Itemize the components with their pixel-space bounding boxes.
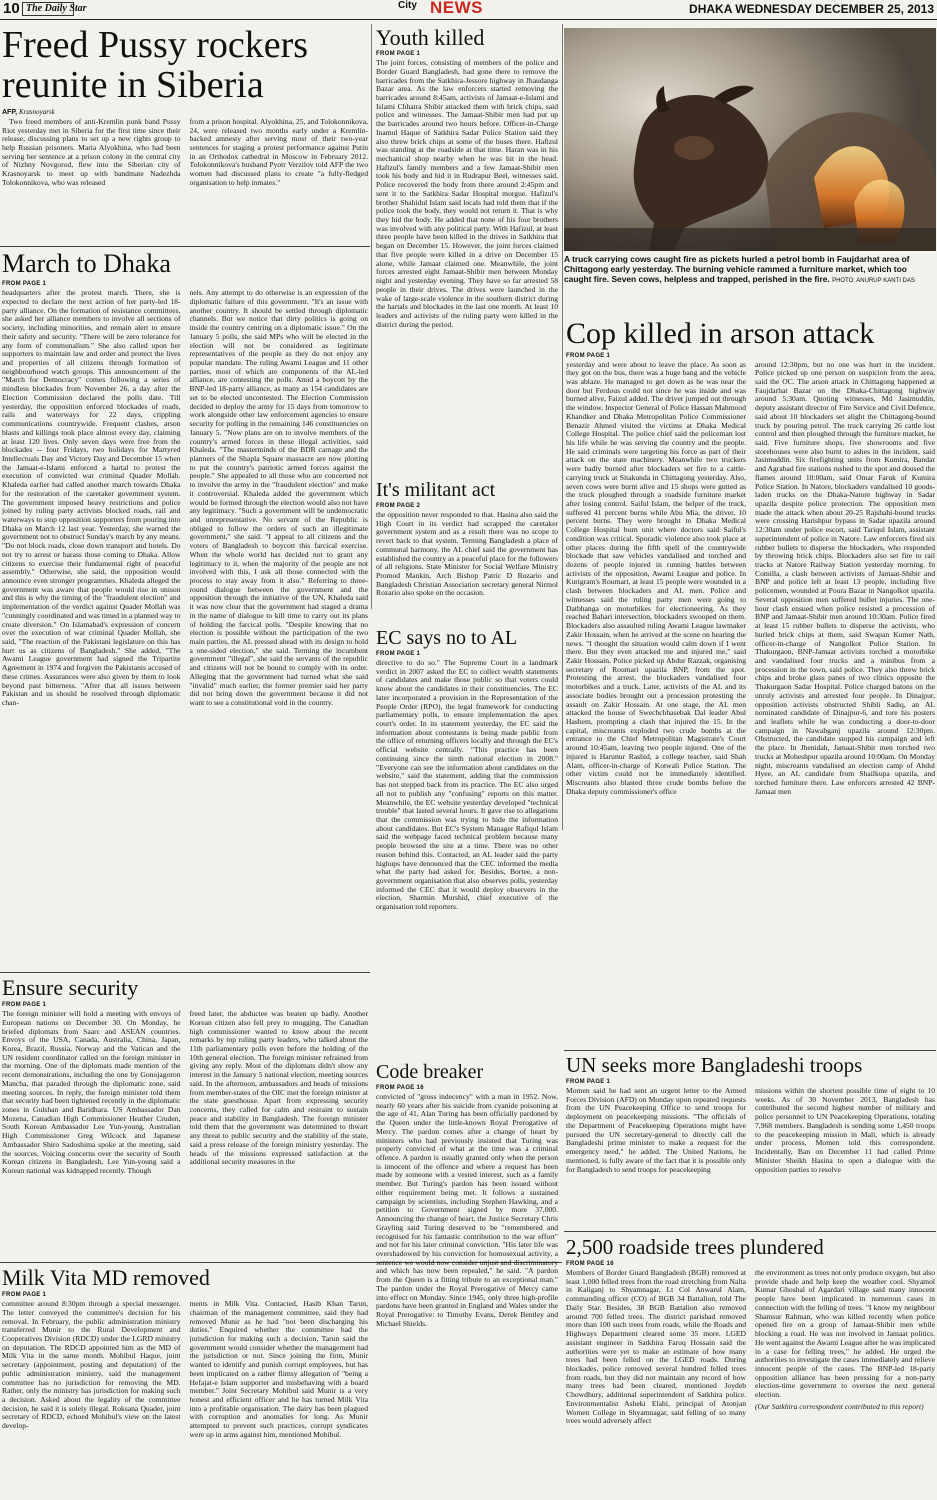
byline-agency: AFP, <box>2 108 18 116</box>
article-ensure-security <box>2 976 368 1258</box>
section-rule <box>564 1231 936 1232</box>
section-rule <box>0 246 370 247</box>
article-columns <box>566 361 935 1049</box>
burnt-cow-photo-illustration <box>564 28 936 251</box>
continued-from: FROM PAGE 1 <box>566 352 611 359</box>
headline: Code breaker <box>376 1062 484 1083</box>
headline: 2,500 roadside trees plundered <box>566 1236 824 1259</box>
column <box>190 1010 369 1258</box>
byline <box>2 108 368 116</box>
column <box>755 1087 935 1227</box>
headline: It's militant act <box>376 480 496 501</box>
article-ec-says-no <box>376 628 558 1058</box>
body-text: nels. Any attempt to do otherwise is an expression of the diplomatic failure of this government. "It's an issue with another country. It should be settled through diplomatic channels. But we notice that dirty politics is going on inside the country centring on a diplomatic issue." On the January 5 polls, she said MPs who will be elected in the election will not be considered as legitimate representatives of the people as they do not enjoy any popular mandate. The ruling Awami League and 11 other parties, most of which are components of the AL-led alliance, are contesting the polls. Amid a boycott by the BNP-led 18-party alliance, as many as 154 candidates are set to be elected uncontested. The Election Commission decided to deploy the army for 15 days from tomorrow to work alongside other law enforcement agencies to ensure security for polling in the remaining 146 constituencies on January 5. "Now plans are on to involve members of the country's armed forces in these illegal activities, said Khaleda. "The masterminds of the BDR carnage and the planners of the Shapla Square massacre are now plotting to put the country's patriotic armed forces against the people." She appealed to all those who are concerned not to involve the army in the "fraudulent election" and make it controversial. Khaleda added the government which would be formed through the election would also not have any legitimacy. "Such a government will be undemocratic and unrepresentative. No servant of the Republic is obliged to follow the orders of such an illegitimate government," she said. "I appeal to all citizens and the voters of Bangladesh to boycott this farcical exercise. When the whole world has decided not to grant any legitimacy to it, when the majority of the people are not involved with this, I ask all those connected with the process to stay away from it also." Referring to three-round dialogue between the government and the opposition through the initiative of the UN, Khaleda said it was now clear that the government had staged a drama in the name of dialogue to kill time to carry out its plans of holding the farcical polls. "Despite knowing that no election is possible without the participation of the two main parties, the AL pressed ahead with its design to hold a one-sided election," she said. Terming the incumbent government "illegal", she said the servants of the republic and citizens will not be bound to comply with its order. Alleging that the government had turned what she said "invalid" much earlier, the former premier said her party did not bring down the government because it did not want to see a constitutional void in the country. <box>189 289 368 708</box>
article-un-troops <box>566 1054 935 1228</box>
section-label: City <box>398 0 417 11</box>
column <box>566 361 746 1049</box>
column-rule <box>562 270 563 830</box>
column <box>2 1010 181 1258</box>
headline: Cop killed in arson attack <box>566 318 875 350</box>
article-columns <box>566 1269 935 1498</box>
article-columns <box>566 1087 935 1227</box>
continued-from: FROM PAGE 1 <box>2 281 47 288</box>
body-text: ments in Milk Vita. Contacted, Hasib Khan Tarun, chairman of the management committee, said they had removed Munir as he had "not been discharging his duties." Enquired whether the committee had the jurisdiction for making such a decision, Tarun said the government would consider whether the management had the jurisdiction or not. Since joining the firm, Munir wanted to identify and punish corrupt employees, but has been implicated on a rather flimsy allegation of "being a Hefajat-e Islam supporter and misbehaving with a board member." Joint Secretary Mohibul said Munir is a very honest and efficient officer and he has turned Milk Vita into a profitable organisation. The dairy has been plagued with corruption and anomalies for long. As Munir attempted to prevent such practices, corrupt syndicates were up in arms against him, mentioned Mohibul. <box>189 1300 368 1439</box>
body-text: committee around 8:30pm through a special messenger. The letter conveyed the committee's decision for his removal. In February, the public administration ministry transferred Munir to the Rural Development and Cooperatives Division (RDCD) under the LGRD ministry on deputation. The RDCD appointed him as the MD of Milk Vita in the same month. Mohibul Haque, joint secretary (appointment, posting and deputation) of the public administration ministry, said the management committee has no jurisdiction for removing the MD. Rather, only the ministry has jurisdiction for making such a decision. Asked about the legality of the committee decision, he said it is solely illegal. Roksana Quader, joint secretary of RDCD, echoed Mohibul's view on the latest develop- <box>2 1300 181 1431</box>
continued-from: FROM PAGE 1 <box>376 651 421 657</box>
correspondent-note: (Our Satkhira correspondent contributed to this report) <box>755 1401 924 1411</box>
news-photo <box>564 28 936 251</box>
headline: UN seeks more Bangladeshi troops <box>566 1054 863 1077</box>
body-text: headquarters after the protest march. There, she is expected to declare the next action of her party-led 18-party alliance. On the formation of resistance committees, she asked her alliance members to involve all sections of society, including minorities, and remain alert to ensure their safety and security. "There will be zero tolerance for any form of communalism." She also called upon her supporters to maintain law and order and protect the lives and properties of all citizens through formation of neighbourhood watch groups. This announcement of the "March for Democracy" comes following a series of mindless blockades from November 26, a day after the Election Commission declared the polls date. Till yesterday, the opposition enforced blockades of roads, rails and waterways for 22 days, crippling communications countrywide. Frequent clashes, arson blasts and killings took place almost every day, claiming at least 120 lives. Only seven days were free from the blockades -- four Fridays, two holidays for Martyred Intellectuals Day and Victory Day and December 15 when the Jamaat-e-Islami enforced a hartal to protest the execution of convicted war criminal Quader Mollah. Khaleda earlier had called another march towards Dhaka for the restoration of the caretaker government system. The government imposed heavy restrictions and police joined by ruling party activists blocked roads, rail and waterways to stop opposition supporters from pouring into Dhaka on March 12 last year. Yesterday, she warned the government not to obstruct Sunday's march by any means. "Do not block roads, close down transport and hotels. Do not try to arrest or harass those coming to Dhaka. Allow citizens to exercise their fundamental right of peaceful assembly." Otherwise, she said, the opposition would announce even stronger programmes. Khaleda alleged the government was aware that people would rise in unison and this is why the timing of the "fraudulent election" and implementation of the verdict against Quader Mollah was "cunningly coordinated and was timed in a planned way to create diversion." On Islamabad's expression of concern over the execution of war criminal Quader Mollah, she said, "The reaction of the Pakistani legislature on this has hurt us as citizens of Bangladesh." She added, "The Awami League government had signed the Tripartite Agreement in 1974 and forgiven the Pakistanis accused of these crimes. Assurances were also given by them to look beyond past bitterness. "After that all issues between Pakistan and us should be resolved through diplomatic chan- <box>2 289 181 708</box>
masthead <box>0 0 937 20</box>
photo-credit: PHOTO: ANURUP KANTI DAS <box>832 278 915 285</box>
body-text: convicted of "gross indecency" with a man in 1952. Now, nearly 60 years after his suicide from cyanide poisoning at the age of 41, Alan Turing has been officially pardoned by the Queen under the little-known Royal Prerogative of Mercy. The pardon comes after a change of heart by ministers who had previously insisted that Turing was properly convicted of what at the time was a criminal offence. A pardon is usually granted only when the person is innocent of the offence and where a request has been made by someone with a vested interest, such as a family member. But Turing's pardon has been issued without either requirement being met. It follows a sustained campaign by scientists, including Stephen Hawking, and a petition to Government signed by more 37,000. Announcing the change of heart, the Justice Secretary Chris Grayling said Turing deserved to be "remembered and recognised for his fantastic contribution to the war effort" and not for his later criminal conviction. "His later life was overshadowed by his conviction for homosexual activity, a sentence we would now consider unjust and discriminatory and which has now been repealed," he said. "A pardon from the Queen is a fitting tribute to an exceptional man." The pardon under the Royal Prerogative of Mercy came into effect on Monday. Since 1945, only three high-profile pardons have been granted in England and Wales under the Royal Prerogative: to Timothy Evans, Derek Bentley and Michael Shields. <box>376 1092 558 1328</box>
body-text: Members of Border Guard Bangladesh (BGB) removed at least 1,000 felled trees from the road stretching from Nalta in Kaliganj to Shyamnagar, Lt Col Anwarul Alam, commanding officer (CO) of BGB 34 Battalion, told The Daily Star. Besides, 38 BGB Battalion also removed around 700 felled trees. The district parishad removed more than 100 such trees from roads, while the Roads and Highways Department cleared some 35 more. LGED assistant engineer in Satkhira Faruq Hossain said the authorities were yet to make an estimate of how many trees had been felled on the LGED roads. During blockades, police removed several hundred felled trees from roads, but they did not maintain any record of how many trees had been cleared, mentioned Joydeb Chowdhury, additional superintendent of Satkhira police. Environmentalist Asheki Elahi, principal of Atonjan Women College in Shyamnagar, said felling of so many trees would adversely affect <box>566 1269 746 1426</box>
article-pussy-riot <box>2 26 368 244</box>
column-rule <box>371 24 372 609</box>
column <box>566 1269 746 1498</box>
column <box>190 289 369 968</box>
photo-caption <box>564 254 936 285</box>
article-columns <box>2 289 368 968</box>
article-march-to-dhaka <box>2 250 368 968</box>
byline-location: Krasnoyarsk <box>19 107 55 116</box>
dateline: DHAKA WEDNESDAY DECEMBER 25, 2013 <box>689 2 934 16</box>
continued-from: FROM PAGE 16 <box>376 1085 424 1091</box>
body-text: missions within the shortest possible time of eight to 10 weeks. As of 30 November 2013, Bangladesh has contributed the second highest number of military and police personnel to UN Peacekeeping Operations, totaling 7,968 members. Bangladesh is sending some 1,450 troops to the peacekeeping mission in Mali, which is already under process, Momen told this correspondent. Incidentally, Ban on December 11 had called Prime Minister Sheikh Hasina to open a dialogue with the opposition parties to resolve <box>755 1087 935 1174</box>
body-text: The joint forces, consisting of members of the police and Border Guard Bangladesh, had gone there to remove the barricades from the Satkhira-Jessore highway in Jhaudanga Bazar area. As the law enforcers started removing the barricades around 8:45am, activists of Jamaat-e-Islami and Islami Chhatra Shibir attacked them with brick chips, said police and witnesses. The Jamaat-Shibir men had put up the barricades around two hours before. Officer-in-Charge Inamul Haque of Satkhira Sadar Police Station said they also threw brick chips at some of the buses there. Hafizul was standing at the roadside at that time. Haran was in his mechanical shop nearby when he was hit in the head. Hafizul's family members and a few Jamaat-Shibir men took his body and hid it in Rudrapur Beel, witnesses said. Police recovered the body from there around 2:45pm and sent it to the Satkhira Sadar Hospital morgue. Hafizul's brother Shahidul Islam said locals had told them that if the police took the body, they would not return it. That is why they hid the body. He added that none of his four brothers was involved with any political party. With Hafizul, at least three people have been killed in the drives in Satkhira that began on December 15. However, the joint forces claimed that five people were killed in a drive on December 15 alone, while Jamaat claimed one. Meanwhile, the joint forces arrested eight Jamaat-Shibir men between Monday night and yesterday evening. They have so far arrested 58 people in their drives. The drives were launched in the wake of large-scale violence in the southern district during the hartals and blockades in the last one month. At least 10 leaders and activists of the ruling party were killed in the district during the period. <box>376 58 558 329</box>
body-text: Momen said he had sent an urgent letter to the Armed Forces Division (AFD) on Monday upon repeated requests from the UN Peacekeeping Office to send troops for deployment on peacekeeping missions. "The officials of the Department of Peacekeeping Operations might have pursued the UN secretary-general to directly call the Bangladeshi prime minister to make a request for the emergency need," he added. The United Nations, he mentioned, is fully aware of the fact that it is possible only for Bangladesh to send troops for peacekeeping <box>566 1087 746 1174</box>
body-text: around 12:30pm, but no one was hurt in the incident. Police picked up one person on suspicion from the area, said the OC. The arson attack in Chittagong happened at Faujdarhat Bazar on the Dhaka-Chittagong highway around 5:30am. Quoting witnesses, Md Jasimuddin, deputy assistant director of Fire Service and Civil Defence, said about 10 blockaders set alight the Chittagong-bound truck by pouring petrol. The truck carrying 26 cattle lost control and then ploughed through the furniture market, he said. Five furniture shops, five showrooms and five storehouses were also burnt to ashes in the incident, said Jasimuddin. Six firefighting units from Kumira, Bandar and Agrabad fire stations rushed to the spot and doused the flames around 10:00am, said Omar Faruk of Kumira Police Station. In Natore, blockaders vandalised 10 goods-laden trucks on the Dhaka-Natore highway in Sadar upazila despite police protection. The opposition men made the attack when about 20-25 Rajshahi-bound trucks were crossing Harishpur bypass in Sadar upazila around 12:30am under police escort, said Tariqul Islam, assistant superintendent of police in Natore. Law enforcers fired six rubber bullets to disperse the blockaders, who responded by throwing brick chips. Blockaders also set fire to rail tracks at Natore Railway Station yesterday morning. In Comilla, a clash between activists of Jamaat-Shibir and BNP and police left at least 13 people, including five policemen, wounded at Poura Bazar in Nangolkot upazila. Several opposition men suffered bullet injuries. The one-hour clash ensued when police resisted a procession of BNP and Jamaat-Shibir men around 10:30am. Police fired at least 15 rubber bullets to disperse the activists, who hurled brick chips at them, said Swapan Kumer Nath, officer-in-charge of Nangolkot Police Station. In Thakurgaon, BNP-Jamaat activists torched a motorbike and vandalised four trucks and a minibus from a procession in the town, said police. They also threw brick chips and broke glass panes of two clinics opposite the Thakurgaon Sadar Hospital. Police charged batons on the unruly activists and arrested four people. In Dinajpur, opposition activists obstructed Shibli Sadiq, an AL nominated candidate of Dinajpur-6, and tore his posters and leaflets while he was conducting a door-to-door campaign in Nawabganj upazila around 12:30pm. Obstructed, the candidate stopped his campaign and left the place. In Jhenidah, Jamaat-Shibir men torched two trucks at Moheshpur upazila around 10:00am. On Monday night, miscreants vandalised an election camp of Abdul Hyee, an AL candidate from Shailkupa upazila, and torched furniture there. Law enforcers arrested 42 BNP-Jamaat men <box>755 360 935 796</box>
headline: March to Dhaka <box>2 250 171 278</box>
continued-from: FROM PAGE 2 <box>376 503 421 509</box>
continued-from: FROM PAGE 16 <box>566 1261 614 1268</box>
column <box>190 1300 369 1498</box>
page-number: 10 <box>3 0 20 17</box>
article-cop-killed <box>566 318 935 1048</box>
article-columns <box>2 1010 368 1258</box>
column <box>190 118 369 188</box>
headline: Youth killed <box>376 26 485 50</box>
body-text: the environment as trees not only produce oxygen, but also provide shade and help keep the weather cool. Shyamol Kumar Ghoshal of Agardari village said many innocent people have been implicated in numerous cases in connection with the felling of trees. "I know my neighbour Shamsur Rahman, who was killed recently when police opened fire on a group of Jamaat-Shibir men while blocking a road. He was not involved in Jamaat politics. He went against the Awami League after he was implicated in a case for felling trees," he added. He urged the authorities to investigate the cases immediately and relieve innocent people of the cases. The BNP-led 18-party opposition alliance has been pressing for a non-party election-time government to oversee the next general election. <box>755 1269 935 1400</box>
headline: Milk Vita MD removed <box>2 1266 210 1290</box>
article-militant-act <box>376 480 558 625</box>
article-columns <box>2 1300 368 1498</box>
headline: EC says no to AL <box>376 628 518 649</box>
body-text: The foreign minister will hold a meeting with envoys of European nations on December 30. On Monday, he briefed diplomats from Saarc and ASEAN countries. Envoys of the USA, Canada, Australia, China, Japan, Korea, Brazil, Russia, Norway and the Vatican and the UN resident coordinator called on the foreign minister in the morning. One of the diplomats made mention of the recent demonstrations, including the one by Gonojagoron Mancha, that paraded through the diplomatic zone, said meeting sources. In reply, the foreign minister told them that security had been tightened recently in the diplomatic zones in Gulshan and Baridhara. US Ambassador Dan Mozena, Canadian High Commissioner Heather Cruden, South Korean Ambassador Lee Yun-young, Australian High Commissioner Greg Wilcock and Japanese Ambassador Shiro Sadoshima spoke at the meeting, said the sources. Voicing concerns over the security of South Korean citizens in Bangladesh, Lee Yun-young said a Korean national was kidnapped recently. Though <box>2 1010 181 1176</box>
headline: Freed Pussy rockers reunite in Siberia <box>2 26 309 106</box>
section-rule <box>564 1050 936 1051</box>
column <box>755 1269 935 1498</box>
body-text: from a prison hospital. Alyokhina, 25, and Tolokonnikova, 24, were released two months early under a Kremlin-backed amnesty after serving most of their two-year sentences for staging a protest performance against Putin in an Orthodox cathedral in Moscow in February 2012. Tolokonnikova's husband Pyotr Verzilov told AFP the two women had discussed plans to create "a fully-fledged organisation to help inmates." <box>189 117 368 187</box>
body-text: directive to do so." The Supreme Court in a landmark verdict in 2007 asked the EC to collect wealth statements of candidates and make those public so that voters could know about the candidates in their constituencies. The EC later incorporated a provision in the Representation of the People Order (RPO), the legal framework for conducting parliamentary polls, to ensure implementation the apex court's order. In its statement yesterday, the EC said the information about contestants is being made public from the office of returning officers locally and through the EC's official website centrally. "This practice has been continuing since the ninth national election in 2008." "Everyone can see the information about candidates on the website," said the statement, adding that the commission has not stepped back from its practice. The EC also urged all not to publish any "confusing" reports on this matter. Meanwhile, the EC website yesterday developed "technical trouble" that lasted several hours. It gave rise to allegations that the commission was trying to hide the information about candidates. But EC's System Manager Rafiqul Islam said the webpage faced technical problem because many people browsed the site at a time. There was no other reason behind this. Contacted, an AL leader said the party highups have denounced that the CEC informed the media what the party had asked for. Besides, Bortee, a non-government organisation that also observes polls, yesterday informed the CEC that it would deploy observers in the election, Sharmin Murshid, chief executive of the organisation told reporters. <box>376 658 558 912</box>
paper-logo: The Daily Star <box>26 3 87 14</box>
news-banner: NEWS <box>430 0 483 17</box>
article-youth-killed <box>376 26 558 476</box>
continued-from: FROM PAGE 1 <box>566 1079 611 1086</box>
continued-from: FROM PAGE 1 <box>2 1002 47 1009</box>
article-trees-plundered <box>566 1236 935 1498</box>
article-columns <box>2 118 368 188</box>
body-text: Two freed members of anti-Kremlin punk band Pussy Riot yesterday met in Siberia for the first time since their release, discussing plans to set up a new rights group to help Russian prisoners. Maria Alyokhina, who had been serving her sentence at a prison colony in the central city of Nizhny Novgorod, flew into the Siberian city of Krasnoyarsk to meet up with bandmate Nadezhda Tolokonnikova, who was released <box>2 117 181 187</box>
column <box>2 1300 181 1498</box>
section-rule <box>0 972 370 973</box>
column <box>2 289 181 968</box>
caption-text: A truck carrying cows caught fire as pickets hurled a petrol bomb in Faujdarhat area of Chittagong early yesterday. The burning vehicle rammed a furniture market, which too caught fire. Seven cows, helpless and trapped, perished in the fire. <box>564 254 910 285</box>
continued-from: FROM PAGE 1 <box>2 1292 47 1299</box>
body-text: yesterday and were about to leave the place. As soon as they got on the bus, there was a huge bang and the vehicle was ablaze. He managed to get down as he was near the door but Ferdous could not since he was inside and was burned alive, Faizul added. The driver jumped out through the window. Inspector General of Police Hassan Mahmood Khandker and Dhaka Metropolitan Police Commissioner Benazir Ahmed visited the victims at Dhaka Medical College Hospital. The police chief said the policeman lost his life while he was serving the country and the people. He said criminals were targeting his force as part of their attack on the state machinery. Meanwhile two truckers were badly burned after blockaders set fire to a cattle-carrying truck at Sitakunda in Chittagong yesterday. Also, seven cows were burnt alive and 15 shops were gutted as the truck ploughed through a roadside furniture market after losing control. Saiful Islam, the helper of the truck, suffered 41 percent burns while Abu Mia, the driver, 10 percent burns. They were brought to Dhaka Medical College Hospital burn unit where doctors said Saiful's condition was critical. Sporadic violence also took place at other places during the fifth spell of the countrywide blockade that saw vehicles vandalised and torched and dozens of people injured in running battles between activists of the opposition, Awami League and police. In Kurigram's Roumari, at least 15 people were wounded in a clash between blockaders and AL men. Police and witnesses said the ruling party men were going to Datbhanga on motorbikes for electioneering. As they reached Bahari intersection, blockaders swooped on them. Blockaders also assaulted ruling Awami League lawmaker Zakir Hossain, when he arrived at the scene on hearing the news. "I thought the situation would calm down if I went there. But they even attacked me and injured me," said Zakir Hossain. Police picked up Abdur Razzak, organising secretary of Roumari upazila BNP, from the spot. Protesting the arrest, the blockaders vandalised four motorbikes and a truck. Later, activists of the AL and its associate bodies brought out a procession protesting the assault on Zakir Hossain. At one stage, the AL men attacked the house of Swechchhasebak Dal leader Abul Hashem, prompting a clash that injured the 15. In the capital, miscreants exploded two crude bombs at the entrance to the Chief Metropolitan Magistrate's Court around 10:45am, leaving two people injured. One of the injured is Harunur Rashid, a college teacher, said Shah Alam, officer-in-charge of Kotwali Police Station. The other victim could not be immediately identified. Miscreants also blasted three crude bombs before the Dhaka deputy commissioner's office <box>566 360 746 796</box>
body-text: the opposition never responded to that. Hasina also said the High Court in its verdict had scrapped the caretaker government system and as a result there was no scope to revert back to that system. Terming Bangladesh a place of communal harmony, the AL chief said the government has established the country as a peaceful place for the followers of all religions. State Minister for Social Welfare Ministry Promod Mankin, Arch Bishop Patric D Rozario and Bangladesh Christian Association secretary general Nirmol Rozario also spoke on the occasion. <box>376 510 558 598</box>
column <box>2 118 181 188</box>
column <box>755 361 935 1049</box>
column <box>566 1087 746 1227</box>
article-code-breaker <box>376 1062 558 1492</box>
body-text: freed later, the abductee was beaten up badly. Another Korean citizen also fell prey to mugging. The Canadian high commissioner wanted to know about the recent remarks by top ruling party leaders, who talked about the 11th parliamentary polls even before the holding of the 10th general election. The foreign minister refrained from giving any reply. Most of the diplomats didn't show any interest in the January 5 national election, meeting sources said. In the afternoon, ambassadors and heads of missions from member-states of the OIC met the foreign minister at the state guesthouse. Apart from expressing security concerns, they called for calm and restraint to sustain peace and stability in Bangladesh. The foreign minister told them that the government was determined to thwart any threat to public security and the stability of the state, said a press release of the foreign ministry yesterday. The heads of the missions expressed satisfaction at the additional security measures in the <box>189 1010 368 1167</box>
continued-from: FROM PAGE 1 <box>376 51 421 58</box>
headline: Ensure security <box>2 976 139 1000</box>
